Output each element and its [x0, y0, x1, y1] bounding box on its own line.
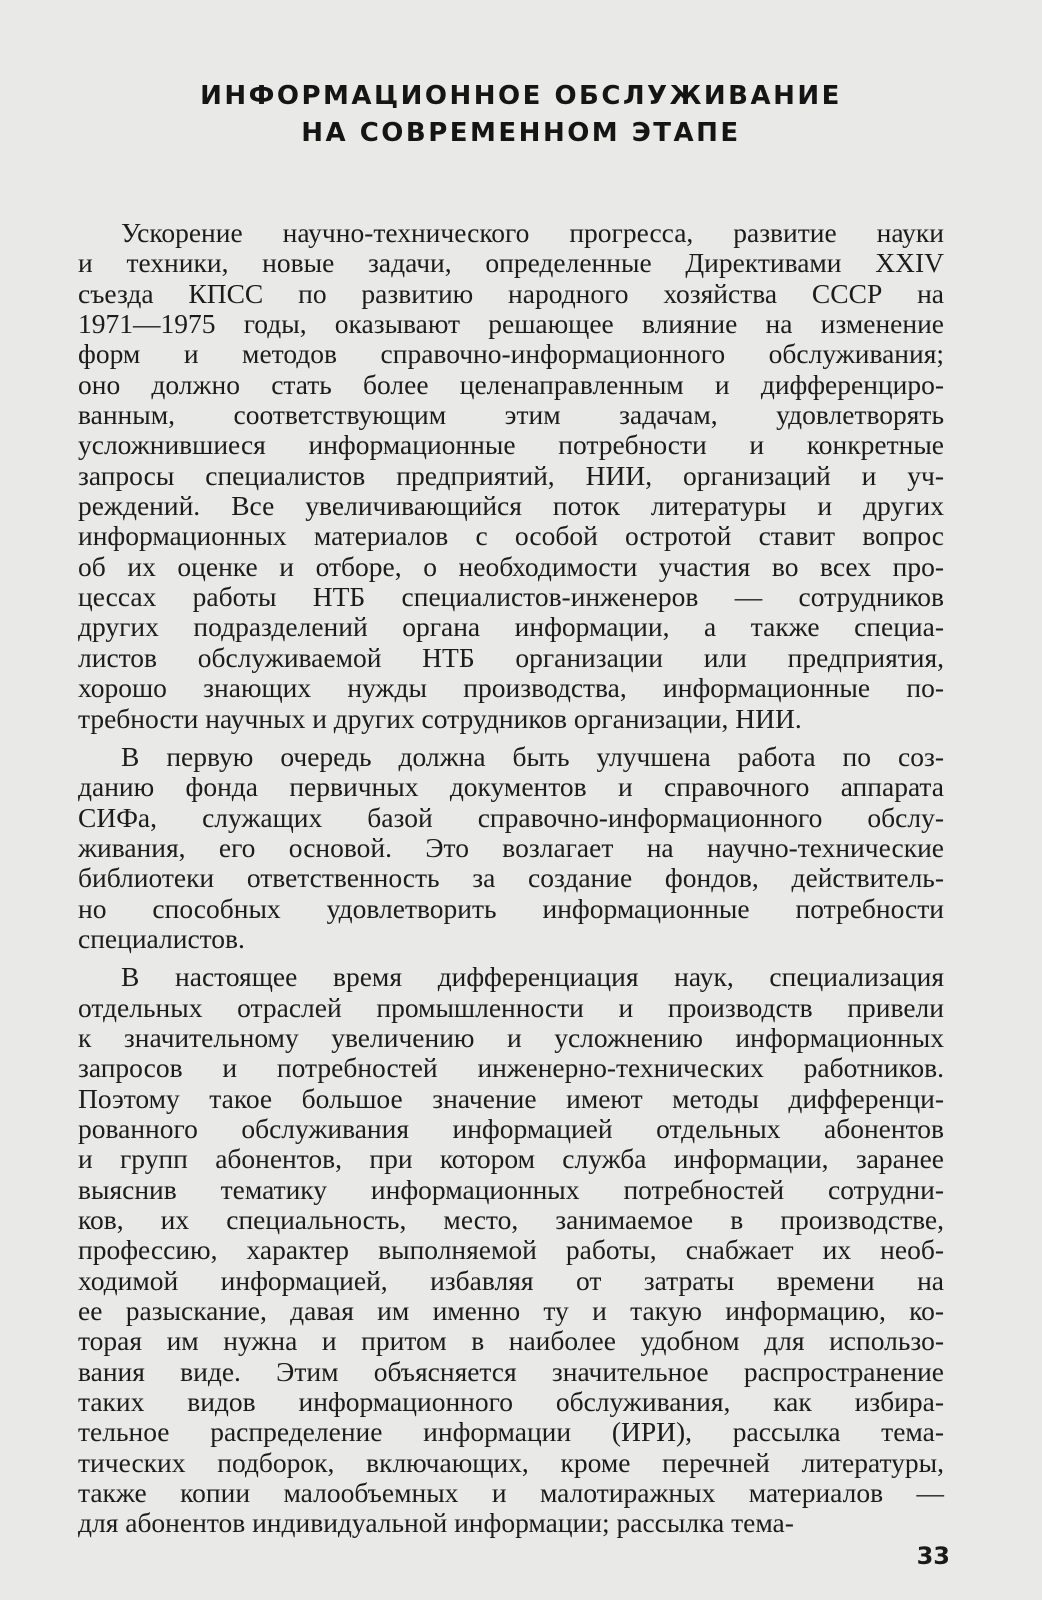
text-line: специалистов.: [78, 922, 245, 954]
text-line: также копии малообъемных и малотиражных материалов —: [78, 1477, 944, 1509]
text-line: запросов и потребностей инженерно-технических работников.: [78, 1052, 944, 1084]
text-line: и групп абонентов, при котором служба информации, заранее: [78, 1143, 944, 1175]
chapter-heading: [0, 78, 1042, 152]
text-line: оно должно стать более целенаправленным и дифференциро-: [78, 368, 944, 400]
text-line: Поэтому такое большое значение имеют методы дифференци-: [78, 1082, 944, 1114]
text-line: и техники, новые задачи, определенные Директивами XXIV: [78, 247, 944, 279]
text-line: форм и методов справочно-информационного обслуживания;: [78, 338, 944, 370]
text-line: выяснив тематику информационных потребностей сотрудни-: [78, 1173, 944, 1205]
chapter-heading-line-1: ИНФОРМАЦИОННОЕ ОБСЛУЖИВАНИЕ: [200, 81, 842, 111]
text-line: реждений. Все увеличивающийся поток литературы и других: [78, 490, 944, 522]
text-line: СИФа, служащих базой справочно-информационного обслу-: [78, 801, 944, 833]
text-line: вания виде. Этим объясняется значительное распространение: [78, 1355, 944, 1387]
text-line: тельное распределение информации (ИРИ), рассылка тема-: [78, 1416, 944, 1448]
text-line: об их оценке и отборе, о необходимости участия во всех про-: [78, 550, 944, 582]
text-line: ков, их специальность, место, занимаемое в производстве,: [78, 1204, 944, 1235]
text-line: тических подборок, включающих, кроме перечней литературы,: [78, 1446, 944, 1478]
text-line: В настоящее время дифференциация наук, специализация: [121, 961, 944, 993]
text-line: ходимой информацией, избавляя от затраты времени на: [78, 1264, 944, 1296]
text-line: хорошо знающих нужды производства, информационные по-: [78, 672, 944, 704]
text-line: к значительному увеличению и усложнению информационных: [78, 1021, 944, 1053]
page-number: 33: [916, 1542, 950, 1570]
text-line: информационных материалов с особой остротой ставит вопрос: [78, 520, 944, 552]
text-line: запросы специалистов предприятий, НИИ, организаций и уч-: [78, 459, 944, 491]
paragraph: [78, 742, 944, 954]
text-line: В первую очередь должна быть улучшена работа по соз-: [121, 740, 944, 772]
text-line: 1971—1975 годы, оказывают решающее влияние на изменение: [78, 308, 944, 340]
chapter-heading-line-2: НА СОВРЕМЕННОМ ЭТАПЕ: [301, 118, 741, 148]
text-line: требности научных и других сотрудников организации, НИИ.: [78, 702, 802, 734]
text-line: библиотеки ответственность за создание фондов, действитель-: [78, 862, 944, 894]
text-line: данию фонда первичных документов и справочного аппарата: [78, 771, 944, 803]
text-line: для абонентов индивидуальной информации; рассылка тема-: [78, 1507, 794, 1539]
text-line: торая им нужна и притом в наиболее удобном для использо-: [78, 1325, 944, 1357]
text-line: съезда КПСС по развитию народного хозяйства СССР на: [78, 277, 944, 309]
text-line: цессах работы НТБ специалистов-инженеров — сотрудников: [78, 581, 944, 613]
text-line: рованного обслуживания информацией отдельных абонентов: [78, 1112, 944, 1144]
text-line: отдельных отраслей промышленности и производств привели: [78, 991, 944, 1023]
text-line: ее разыскание, давая им именно ту и такую информацию, ко-: [78, 1295, 944, 1327]
text-line: усложнившиеся информационные потребности и конкретные: [78, 429, 944, 461]
text-line: других подразделений органа информации, а также специа-: [78, 611, 944, 643]
text-line: ванным, соответствующим этим задачам, удовлетворять: [78, 399, 944, 431]
text-line: но способных удовлетворить информационные потребности: [78, 892, 944, 924]
paragraph: [78, 218, 944, 734]
text-line: Ускорение научно-технического прогресса, развитие науки: [121, 217, 944, 248]
text-line: листов обслуживаемой НТБ организации или предприятия,: [78, 641, 944, 673]
text-line: профессию, характер выполняемой работы, снабжает их необ-: [78, 1234, 944, 1266]
paragraph: [78, 962, 944, 1539]
text-line: живания, его основой. Это возлагает на научно-технические: [78, 831, 944, 863]
body-text: [78, 218, 944, 1547]
text-line: таких видов информационного обслуживания, как избира-: [78, 1386, 944, 1418]
